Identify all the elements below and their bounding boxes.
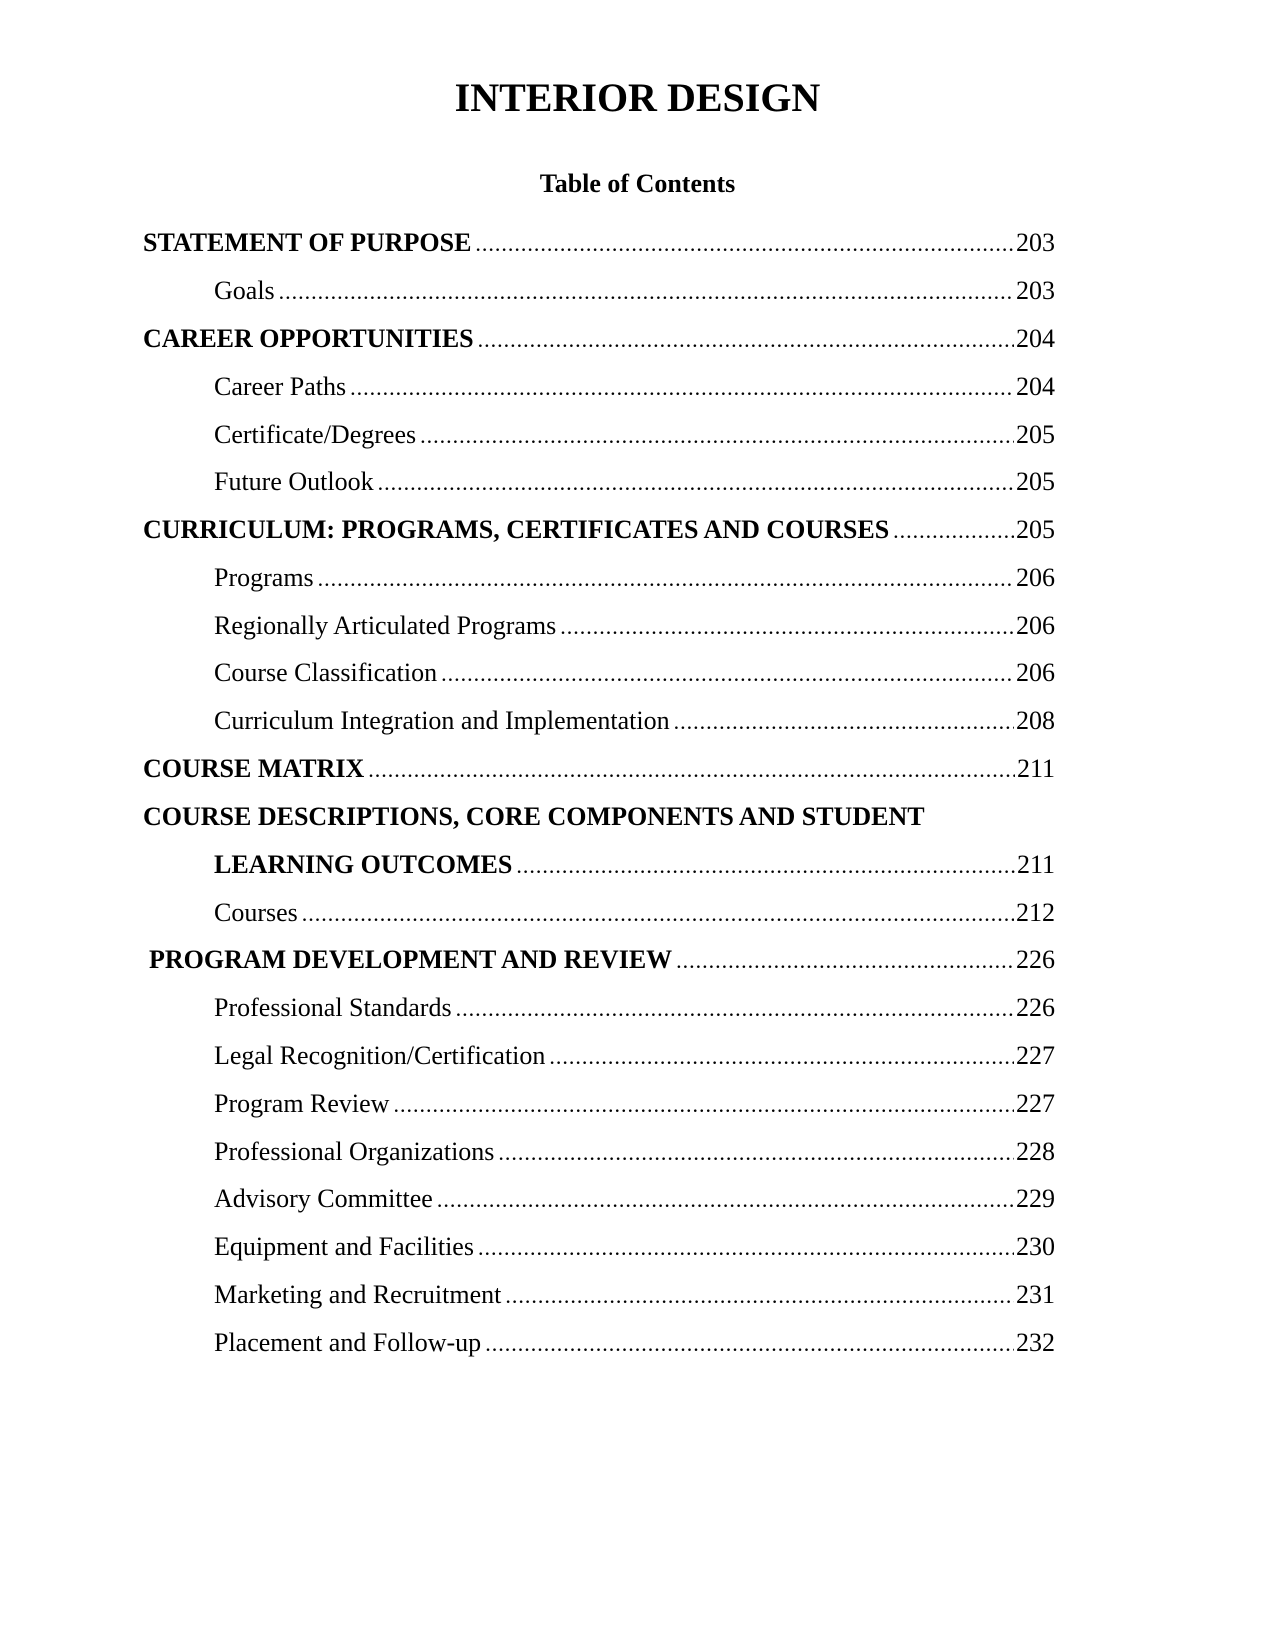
toc-entry-label: Regionally Articulated Programs <box>214 611 557 640</box>
toc-page-number: 211 <box>1016 850 1055 879</box>
toc-entry-career-paths[interactable] <box>214 370 1055 404</box>
toc-entry-label: STATEMENT OF PURPOSE <box>143 228 472 257</box>
dot-leader <box>441 657 1014 690</box>
toc-entry-regionally-articulated-programs[interactable] <box>214 609 1055 643</box>
toc-entry-label: Professional Standards <box>214 993 452 1022</box>
toc-page-number: 227 <box>1016 1041 1055 1070</box>
toc-entry-equipment-facilities[interactable] <box>214 1230 1055 1264</box>
toc-entry-label: LEARNING OUTCOMES <box>214 850 513 879</box>
toc-page-number: 205 <box>1016 420 1055 449</box>
dot-leader <box>485 1327 1014 1360</box>
toc-entry-course-descriptions-line1[interactable]: COURSE DESCRIPTIONS, CORE COMPONENTS AND STUDENT <box>143 802 925 831</box>
toc-entry-label: Program Review <box>214 1089 390 1118</box>
toc-entry-professional-organizations[interactable] <box>214 1135 1055 1169</box>
dot-leader <box>676 944 1014 977</box>
document-title: INTERIOR DESIGN <box>454 75 821 120</box>
toc-page-number: 211 <box>1016 754 1055 783</box>
toc-entry-label: Advisory Committee <box>214 1184 433 1213</box>
dot-leader <box>478 1231 1014 1264</box>
dot-leader <box>516 849 1015 882</box>
toc-page-number: 231 <box>1016 1280 1055 1309</box>
dot-leader <box>549 1040 1014 1073</box>
dot-leader <box>478 323 1014 356</box>
toc-entry-course-descriptions[interactable] <box>214 848 1055 882</box>
dot-leader <box>475 227 1014 260</box>
toc-entry-career-opportunities[interactable] <box>143 322 1055 356</box>
dot-leader <box>498 1136 1014 1169</box>
dot-leader <box>368 753 1015 786</box>
toc-entry-label: Certificate/Degrees <box>214 420 417 449</box>
toc-entry-label: Placement and Follow-up <box>214 1328 482 1357</box>
toc-entry-marketing-recruitment[interactable] <box>214 1278 1055 1312</box>
dot-leader <box>302 897 1014 930</box>
toc-entry-curriculum[interactable] <box>143 513 1055 547</box>
toc-entry-label: Curriculum Integration and Implementation <box>214 706 670 735</box>
toc-entry-goals[interactable] <box>214 274 1055 308</box>
toc-entry-courses[interactable] <box>214 896 1055 930</box>
toc-entry-label: Courses <box>214 898 298 927</box>
dot-leader <box>318 562 1014 595</box>
toc-page-number: 204 <box>1016 372 1055 401</box>
dot-leader <box>893 514 1014 547</box>
toc-page-number: 206 <box>1016 658 1055 687</box>
toc-entry-course-classification[interactable] <box>214 656 1055 690</box>
toc-entry-label: Future Outlook <box>214 467 374 496</box>
toc-page-number: 205 <box>1016 467 1055 496</box>
toc-page-number: 227 <box>1016 1089 1055 1118</box>
dot-leader <box>437 1183 1014 1216</box>
toc-entry-course-matrix[interactable] <box>143 752 1055 786</box>
dot-leader <box>378 466 1014 499</box>
toc-entry-advisory-committee[interactable] <box>214 1182 1055 1216</box>
dot-leader <box>393 1088 1014 1121</box>
toc-page-number: 226 <box>1016 945 1055 974</box>
toc-entry-label: Career Paths <box>214 372 347 401</box>
toc-entry-label: Professional Organizations <box>214 1137 495 1166</box>
toc-page-number: 228 <box>1016 1137 1055 1166</box>
toc-page-number: 205 <box>1016 515 1055 544</box>
toc-page-number: 206 <box>1016 563 1055 592</box>
toc-entry-program-development[interactable] <box>149 943 1055 977</box>
toc-entry-program-review[interactable] <box>214 1087 1055 1121</box>
toc-entry-label: Legal Recognition/Certification <box>214 1041 546 1070</box>
dot-leader <box>279 275 1014 308</box>
toc-entry-label: Programs <box>214 563 314 592</box>
dot-leader <box>456 992 1014 1025</box>
toc-entry-curriculum-integration[interactable] <box>214 704 1055 738</box>
toc-page-number: 203 <box>1016 276 1055 305</box>
toc-entry-professional-standards[interactable] <box>214 991 1055 1025</box>
toc-entry-programs[interactable] <box>214 561 1055 595</box>
toc-entry-label: Equipment and Facilities <box>214 1232 474 1261</box>
toc-entry-label: Course Classification <box>214 658 438 687</box>
toc-entry-certificate-degrees[interactable] <box>214 418 1055 452</box>
toc-page-number: 229 <box>1016 1184 1055 1213</box>
dot-leader <box>505 1279 1014 1312</box>
toc-page-number: 208 <box>1016 706 1055 735</box>
toc-entry-label: PROGRAM DEVELOPMENT AND REVIEW <box>149 945 673 974</box>
toc-entry-legal-recognition[interactable] <box>214 1039 1055 1073</box>
toc-page-number: 212 <box>1016 898 1055 927</box>
dot-leader <box>350 371 1014 404</box>
toc-entry-future-outlook[interactable] <box>214 465 1055 499</box>
dot-leader <box>674 705 1014 738</box>
toc-heading: Table of Contents <box>539 169 736 198</box>
toc-entry-label: Goals <box>214 276 275 305</box>
toc-page-number: 204 <box>1016 324 1055 353</box>
toc-entry-label: Marketing and Recruitment <box>214 1280 502 1309</box>
toc-entry-label: COURSE MATRIX <box>143 754 365 783</box>
toc-entry-placement-follow-up[interactable] <box>214 1326 1055 1360</box>
dot-leader <box>420 419 1014 452</box>
toc-entry-statement-of-purpose[interactable] <box>143 226 1055 260</box>
toc-entry-label: CAREER OPPORTUNITIES <box>143 324 474 353</box>
dot-leader <box>560 610 1014 643</box>
toc-page-number: 230 <box>1016 1232 1055 1261</box>
toc-page-number: 203 <box>1016 228 1055 257</box>
toc-page-number: 232 <box>1016 1328 1055 1357</box>
toc-page-number: 226 <box>1016 993 1055 1022</box>
toc-page-number: 206 <box>1016 611 1055 640</box>
toc-entry-label: CURRICULUM: PROGRAMS, CERTIFICATES AND COURSES <box>143 515 890 544</box>
